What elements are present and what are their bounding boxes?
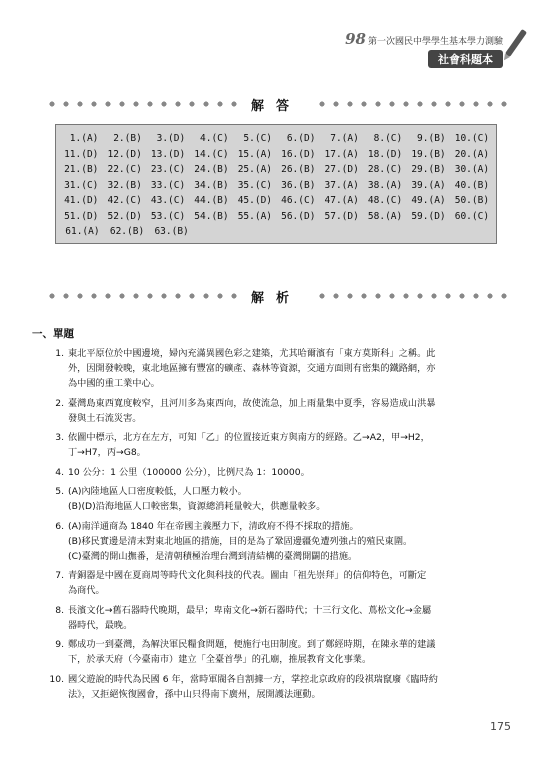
item-number: 10. [49, 673, 64, 685]
item-text [68, 672, 510, 702]
analysis-item [40, 465, 510, 480]
answer-cell: 33.(C) [150, 179, 186, 191]
answer-cell: 22.(C) [107, 164, 142, 175]
answer-cell: 52.(D) [107, 210, 142, 222]
answer-row [56, 164, 490, 180]
answer-cell: 2.(B) [113, 133, 142, 144]
answers-title: 解答 [251, 98, 302, 114]
subject-badge: 社會科題本 [428, 50, 503, 68]
answer-row [56, 180, 490, 196]
item-number: 9. [55, 639, 64, 650]
dotted-divider [315, 100, 507, 108]
item-text [68, 568, 510, 598]
answer-cell: 21.(B) [64, 164, 99, 175]
answer-cell: 44.(B) [194, 195, 229, 206]
answer-cell: 6.(D) [286, 133, 316, 144]
item-number: 1. [55, 348, 64, 359]
answer-cell: 57.(D) [324, 210, 359, 222]
answer-cell: 28.(C) [367, 164, 403, 175]
answer-cell: 14.(C) [194, 148, 229, 160]
item-number: 8. [55, 604, 64, 616]
answer-row [56, 226, 490, 242]
answer-cell: 60.(C) [454, 210, 490, 222]
item-line: 丁→H7，丙→G8。 [68, 447, 146, 458]
answer-cell: 48.(C) [367, 195, 403, 206]
answer-cell: 37.(A) [324, 179, 359, 191]
analysis-item [40, 568, 510, 598]
answer-cell: 16.(D) [281, 148, 316, 160]
item-line: 鄭成功一到臺灣，為解決軍民糧食問題，便施行屯田制度。到了鄭經時期，在陳永華的建議 [68, 639, 436, 650]
answer-cell: 25.(A) [237, 164, 273, 175]
answer-cell: 9.(B) [417, 133, 446, 144]
answer-row [56, 149, 490, 165]
answer-key-table [55, 124, 497, 244]
item-line: 器時代，最晚。 [68, 619, 133, 631]
answer-cell: 50.(B) [454, 195, 490, 206]
item-text [68, 465, 510, 480]
answer-cell: 19.(B) [411, 148, 446, 160]
item-text [68, 346, 510, 391]
item-number: 6. [55, 520, 64, 532]
item-line: (B)(D)沿海地區人口較密集，資源總消耗量較大，供應量較多。 [68, 501, 326, 512]
answer-cell: 45.(D) [237, 195, 273, 206]
answer-cell: 40.(B) [454, 179, 490, 191]
answer-cell: 23.(C) [150, 164, 186, 175]
answer-cell: 62.(B) [109, 226, 145, 237]
item-line: 東北平原位於中國邊境，婦內充滿異國色彩之建築，尤其哈爾濱有「東方莫斯科」之稱。此 [68, 348, 436, 359]
analysis-item [40, 484, 510, 514]
answer-cell: 47.(A) [324, 195, 359, 206]
item-text [68, 430, 510, 460]
item-line: 發與土石流災害。 [68, 412, 142, 424]
item-number: 7. [55, 570, 64, 581]
answer-cell: 46.(C) [281, 195, 316, 206]
item-text [68, 484, 510, 514]
answer-cell: 18.(D) [367, 148, 403, 160]
dotted-divider [45, 100, 237, 108]
exam-year: 98 [345, 30, 366, 48]
answer-cell: 43.(C) [150, 195, 186, 206]
item-line: 青銅器是中國在夏商周等時代文化與科技的代表。圖由「祖先崇拜」的信仰特色，可斷定 [68, 570, 427, 581]
answers-heading [45, 96, 507, 112]
answer-cell: 35.(C) [237, 179, 273, 191]
item-text [68, 519, 510, 564]
answer-cell: 12.(D) [107, 148, 142, 160]
answer-cell: 17.(A) [324, 148, 359, 160]
answer-cell: 4.(C) [200, 133, 229, 144]
answer-cell: 24.(B) [194, 164, 229, 175]
exam-title: 第一次國民中學學生基本學力測驗 [367, 37, 503, 47]
analysis-item [40, 603, 510, 633]
page-number: 175 [490, 720, 511, 733]
item-line: 依圖中標示，北方在左方，可知「乙」的位置接近東方與南方的經路。乙→A2，甲→H2， [68, 432, 430, 443]
answer-cell: 32.(B) [107, 179, 142, 191]
answer-row [56, 195, 490, 211]
item-line: (A)南洋通商為 1840 年在帝國主義壓力下，清政府不得不採取的措施。 [68, 520, 359, 532]
item-number: 2. [55, 397, 64, 409]
analysis-item [40, 346, 510, 391]
analysis-item [40, 430, 510, 460]
answer-cell: 42.(C) [107, 195, 142, 206]
analysis-heading [45, 288, 507, 304]
page-header [345, 30, 503, 68]
item-line: 臺灣島東西寬度較窄，且河川多為東西向，故使流急，加上雨量集中夏季，容易造成山洪暴 [68, 397, 436, 409]
analysis-item [40, 396, 510, 426]
answer-cell: 3.(D) [156, 133, 186, 144]
answer-cell: 39.(A) [411, 179, 446, 191]
dotted-divider [315, 292, 507, 300]
answer-row [56, 133, 490, 149]
item-text [68, 396, 510, 426]
answer-cell: 61.(A) [65, 226, 100, 237]
answer-cell: 20.(A) [454, 148, 490, 160]
exam-title-line [345, 30, 503, 48]
answer-cell: 10.(C) [454, 133, 490, 144]
item-line: (A)內陸地區人口密度較低，人口壓力較小。 [68, 486, 247, 497]
item-line: (B)移民實邊是清末對東北地區的措施，目的是為了鞏固邊疆免遭列強占的殖民東圍。 [68, 535, 413, 547]
section-subheading: 一、單題 [32, 328, 74, 340]
item-line: 10 公分：1 公里（100000 公分），比例尺為 1：10000。 [68, 466, 310, 478]
answer-cell: 63.(B) [154, 226, 189, 237]
analysis-item [40, 519, 510, 564]
analysis-item [40, 672, 510, 702]
item-line: (C)臺灣的開山撫番，是清朝積極治理台灣到清結構的臺灣開闢的措施。 [68, 550, 358, 562]
analysis-item [40, 637, 510, 667]
answer-cell: 58.(A) [367, 210, 403, 222]
answer-cell: 30.(A) [454, 164, 490, 175]
item-line: 法》，又拒絕恢復國會，孫中山只得南下廣州，展開護法運動。 [68, 688, 321, 700]
pen-icon [505, 29, 527, 57]
item-text [68, 603, 510, 633]
item-line: 下，於承天府（今臺南市）建立「全臺首學」的孔廟，推展教育文化事業。 [68, 654, 372, 665]
analysis-list [40, 346, 510, 706]
item-line: 為中國的重工業中心。 [68, 378, 160, 389]
item-line: 外，因開發較晚，東北地區擁有豐富的礦產、森林等資源，交通方面則有密集的鐵路網，亦 [68, 363, 436, 374]
answer-cell: 36.(B) [281, 179, 316, 191]
analysis-title: 解析 [251, 290, 302, 306]
answer-cell: 41.(D) [64, 195, 99, 206]
answer-cell: 54.(B) [194, 210, 229, 222]
item-number: 3. [55, 432, 64, 443]
answer-cell: 59.(D) [411, 210, 446, 222]
answer-cell: 34.(B) [194, 179, 229, 191]
answer-cell: 38.(A) [367, 179, 403, 191]
answer-cell: 27.(D) [324, 164, 359, 175]
item-line: 為商代。 [68, 585, 105, 596]
answer-cell: 26.(B) [281, 164, 316, 175]
answer-cell: 8.(C) [373, 133, 403, 144]
item-line: 國父遊說的時代為民國 6 年，當時軍閥各自割據一方，掌控北京政府的段祺瑞竄廢《臨時約 [68, 673, 438, 685]
answer-cell: 29.(B) [411, 164, 446, 175]
item-number: 5. [55, 486, 64, 497]
answer-cell: 31.(C) [64, 179, 99, 191]
answer-cell: 49.(A) [411, 195, 446, 206]
item-line: 長濱文化→舊石器時代晚期，最早；卑南文化→新石器時代；十三行文化、蔦松文化→金屬 [68, 604, 432, 616]
answer-row [56, 211, 490, 227]
answer-cell: 55.(A) [237, 210, 273, 222]
answer-cell: 15.(A) [237, 148, 273, 160]
answer-cell: 51.(D) [64, 210, 99, 222]
answer-cell: 1.(A) [69, 133, 99, 144]
answer-cell: 7.(A) [330, 133, 359, 144]
answer-cell: 13.(D) [150, 148, 186, 160]
answer-cell: 53.(C) [150, 210, 186, 222]
item-text [68, 637, 510, 667]
dotted-divider [45, 292, 237, 300]
answer-cell: 56.(D) [281, 210, 316, 222]
answer-cell: 11.(D) [64, 148, 99, 160]
item-number: 4. [55, 466, 64, 478]
answer-cell: 5.(C) [243, 133, 273, 144]
